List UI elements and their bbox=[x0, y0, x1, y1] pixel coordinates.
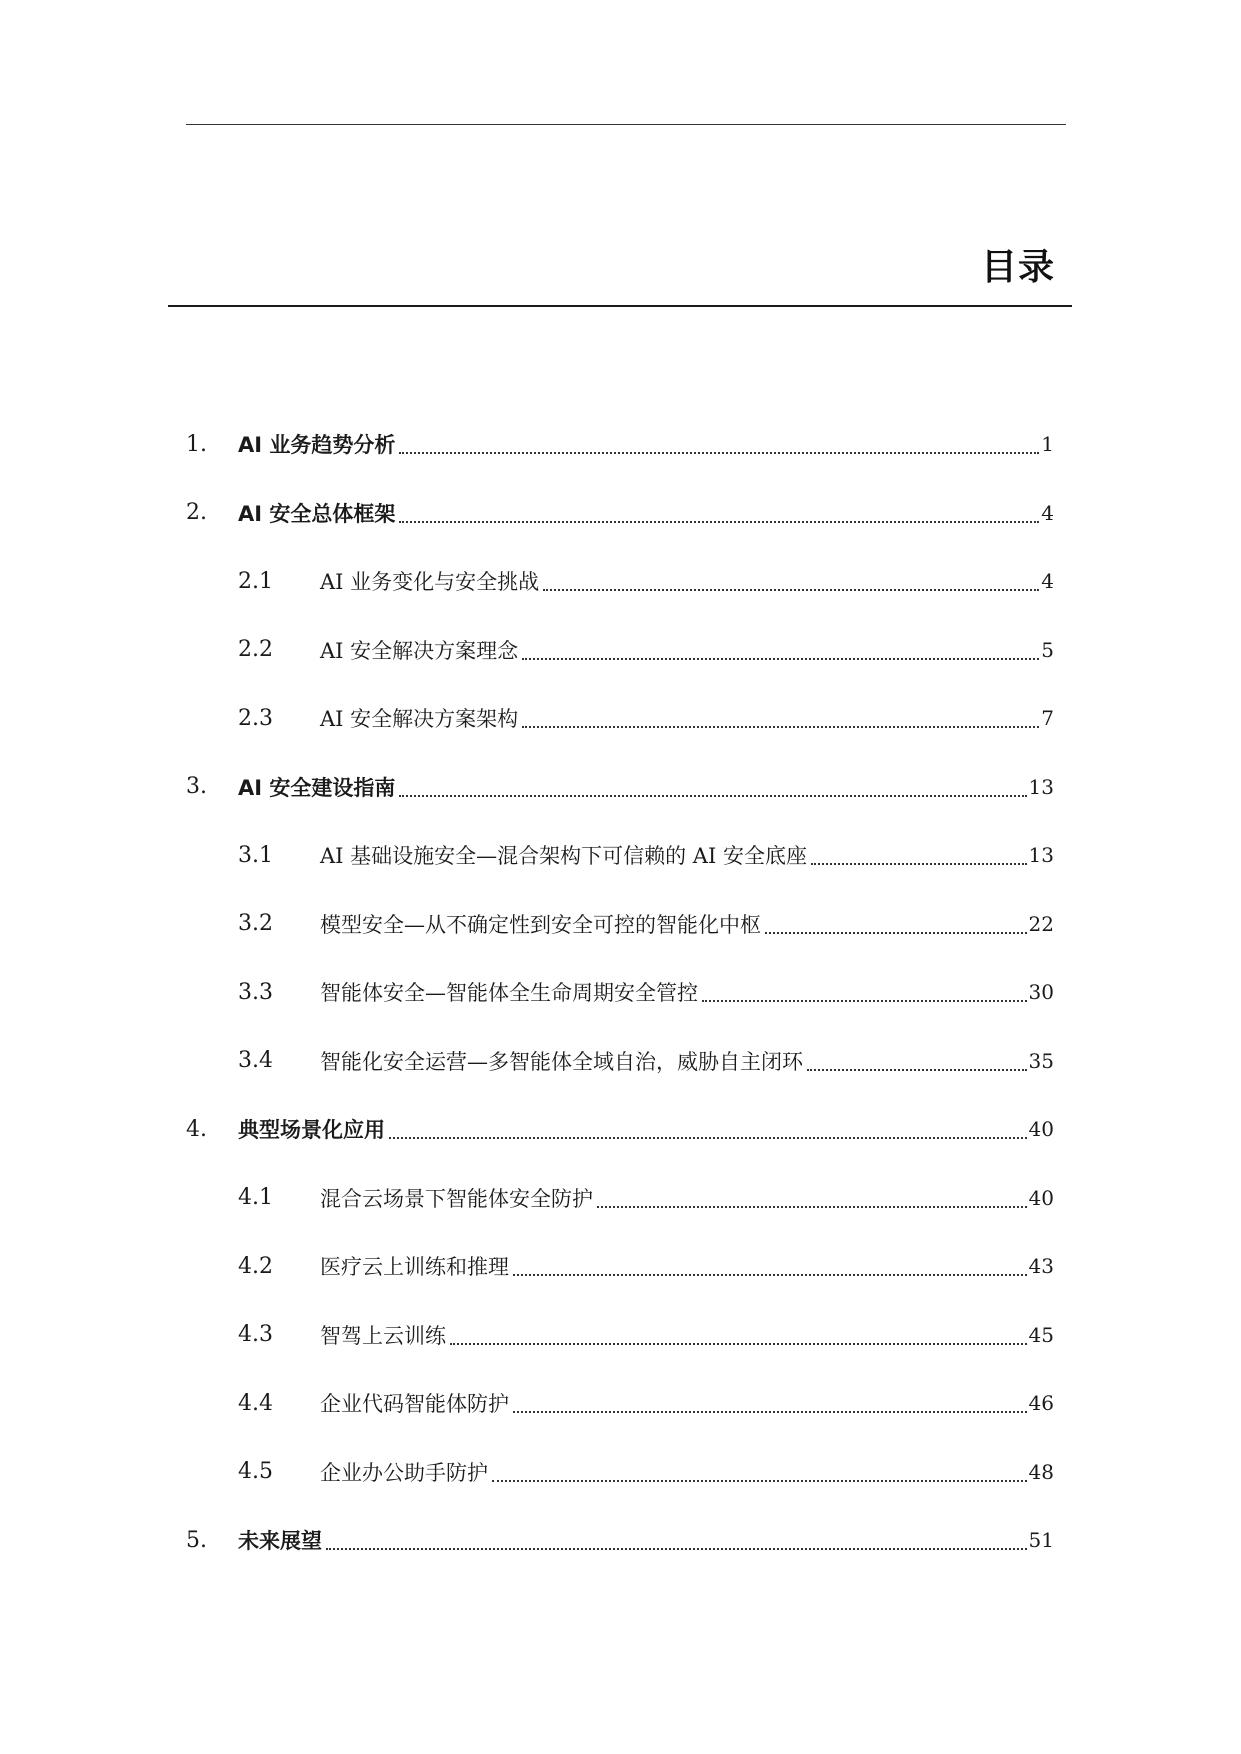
toc-entry-label: 智能化安全运营—多智能体全域自治，威胁自主闭环 bbox=[320, 1049, 803, 1074]
toc-entry-label: AI 业务变化与安全挑战 bbox=[320, 570, 540, 595]
toc-entry-number: 3.3 bbox=[238, 979, 273, 1005]
header-rule bbox=[186, 124, 1066, 125]
toc-entry-label: AI 安全解决方案理念 bbox=[320, 638, 519, 663]
toc-entry-page-number: 40 bbox=[1028, 1185, 1054, 1210]
toc-entry-label: 企业办公助手防护 bbox=[320, 1460, 488, 1485]
page-title: 目录 bbox=[980, 247, 1055, 288]
toc-entry[interactable] bbox=[186, 1506, 1054, 1575]
toc-entry-number: 1. bbox=[186, 431, 207, 457]
toc-entry-number: 2. bbox=[186, 500, 207, 526]
toc-dot-leader bbox=[811, 863, 1027, 865]
toc-entry[interactable] bbox=[186, 547, 1054, 616]
toc-entry-number: 2.1 bbox=[238, 568, 273, 594]
toc-entry-page-number: 5 bbox=[1041, 637, 1054, 662]
toc-entry[interactable] bbox=[186, 821, 1054, 890]
toc-entry-page-number: 40 bbox=[1028, 1117, 1054, 1142]
toc-dot-leader bbox=[399, 795, 1026, 797]
toc-dot-leader bbox=[543, 589, 1039, 591]
toc-dot-leader bbox=[326, 1548, 1027, 1550]
toc-entry[interactable] bbox=[186, 890, 1054, 959]
toc-entry[interactable] bbox=[186, 1369, 1054, 1438]
toc-dot-leader bbox=[597, 1206, 1027, 1208]
toc-entry-page-number: 46 bbox=[1028, 1391, 1054, 1416]
title-rule bbox=[168, 305, 1072, 307]
toc-entry-page-number: 51 bbox=[1028, 1528, 1054, 1553]
toc-entry-number: 4.4 bbox=[238, 1390, 273, 1416]
toc-entry-label: 医疗云上训练和推理 bbox=[320, 1255, 509, 1280]
toc-entry[interactable] bbox=[186, 410, 1054, 479]
toc-entry-number: 4.1 bbox=[238, 1185, 273, 1211]
toc-entry-number: 4.5 bbox=[238, 1459, 273, 1485]
toc-entry-page-number: 7 bbox=[1041, 706, 1054, 731]
toc-entry[interactable] bbox=[186, 1095, 1054, 1164]
toc-entry[interactable] bbox=[186, 479, 1054, 548]
toc-dot-leader bbox=[702, 1000, 1027, 1002]
toc-entry-number: 4.3 bbox=[238, 1322, 273, 1348]
toc-entry[interactable] bbox=[186, 1438, 1054, 1507]
toc-entry-number: 5. bbox=[186, 1527, 207, 1553]
toc-entry-number: 4. bbox=[186, 1116, 207, 1142]
toc-entry-label: 未来展望 bbox=[238, 1529, 322, 1554]
toc-entry-label: 智能体安全—智能体全生命周期安全管控 bbox=[320, 981, 698, 1006]
toc-dot-leader bbox=[492, 1480, 1027, 1482]
toc-dot-leader bbox=[399, 521, 1039, 523]
toc-entry-page-number: 30 bbox=[1028, 980, 1054, 1005]
toc-dot-leader bbox=[389, 1137, 1027, 1139]
toc-entry-number: 4.2 bbox=[238, 1253, 273, 1279]
toc-entry-label: AI 安全建设指南 bbox=[238, 775, 396, 800]
toc-dot-leader bbox=[399, 452, 1039, 454]
toc-entry-page-number: 4 bbox=[1041, 569, 1054, 594]
toc-entry-page-number: 1 bbox=[1041, 432, 1054, 457]
toc-entry[interactable] bbox=[186, 616, 1054, 685]
toc-entry-page-number: 45 bbox=[1028, 1322, 1054, 1347]
toc-entry-number: 3.1 bbox=[238, 842, 273, 868]
toc-dot-leader bbox=[765, 932, 1027, 934]
toc-entry-number: 2.2 bbox=[238, 637, 273, 663]
toc-entry-page-number: 48 bbox=[1028, 1459, 1054, 1484]
toc-dot-leader bbox=[522, 658, 1039, 660]
toc-entry-number: 3.4 bbox=[238, 1048, 273, 1074]
toc-entry[interactable] bbox=[186, 1301, 1054, 1370]
toc-entry[interactable] bbox=[186, 753, 1054, 822]
toc-dot-leader bbox=[450, 1343, 1027, 1345]
toc-entry-label: AI 安全解决方案架构 bbox=[320, 707, 519, 732]
toc-entry-page-number: 35 bbox=[1028, 1048, 1054, 1073]
toc-dot-leader bbox=[807, 1069, 1027, 1071]
toc-entry-page-number: 13 bbox=[1028, 843, 1054, 868]
toc-entry[interactable] bbox=[186, 1232, 1054, 1301]
toc-entry-label: 模型安全—从不确定性到安全可控的智能化中枢 bbox=[320, 912, 761, 937]
toc-entry[interactable] bbox=[186, 958, 1054, 1027]
toc-entry[interactable] bbox=[186, 1027, 1054, 1096]
toc-dot-leader bbox=[513, 1274, 1027, 1276]
toc-entry[interactable] bbox=[186, 1164, 1054, 1233]
toc-entry-label: AI 业务趋势分析 bbox=[238, 433, 396, 458]
toc-entry-number: 3.2 bbox=[238, 911, 273, 937]
toc-entry-page-number: 13 bbox=[1028, 774, 1054, 799]
toc-entry-number: 2.3 bbox=[238, 705, 273, 731]
toc-dot-leader bbox=[513, 1411, 1027, 1413]
toc-entry-label: 企业代码智能体防护 bbox=[320, 1392, 509, 1417]
toc-entry-page-number: 43 bbox=[1028, 1254, 1054, 1279]
toc-entry-label: 混合云场景下智能体安全防护 bbox=[320, 1186, 593, 1211]
toc-entry-label: 智驾上云训练 bbox=[320, 1323, 446, 1348]
toc-dot-leader bbox=[522, 726, 1039, 728]
toc-entry-page-number: 4 bbox=[1041, 500, 1054, 525]
toc-entry-label: 典型场景化应用 bbox=[238, 1118, 385, 1143]
toc-entry-label: AI 安全总体框架 bbox=[238, 501, 396, 526]
toc-entry[interactable] bbox=[186, 684, 1054, 753]
toc-entry-page-number: 22 bbox=[1028, 911, 1054, 936]
toc-entry-label: AI 基础设施安全—混合架构下可信赖的 AI 安全底座 bbox=[320, 844, 807, 869]
table-of-contents bbox=[186, 410, 1054, 1575]
toc-entry-number: 3. bbox=[186, 774, 207, 800]
